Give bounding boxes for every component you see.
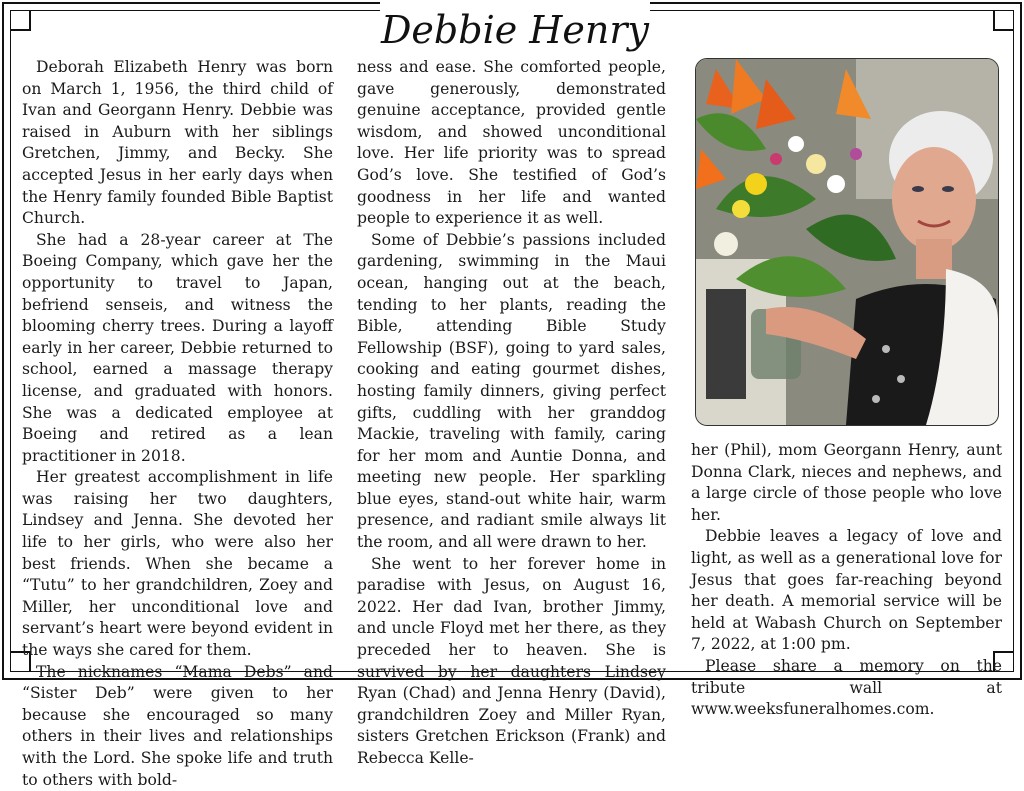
obituary-title: Debbie Henry — [380, 8, 650, 52]
portrait-illustration — [696, 59, 998, 425]
portrait-photo — [695, 58, 999, 426]
paragraph: Debbie leaves a legacy of love and light, as well as a generational love for Jesus that goes far-reaching beyond her death. A memorial service will be held at Wabash Church on September 7, 2022, at 1:00 pm. — [691, 527, 1002, 654]
paragraph: She went to her forever home in paradise with Jesus, on August 16, 2022. Her dad Ivan, brother Jimmy, and uncle Floyd met her there, as they preceded her to heaven. She is survived by her daughters Lindsey Ryan (Chad) and Jenna Henry (David), grandchildren Zoey and Miller Ryan, sisters Gretchen Erickson (Frank) and Rebecca Kelle- — [357, 554, 666, 767]
paragraph: Please share a memory on the tribute wall at www.weeksfuneralhomes.com. — [691, 656, 1002, 719]
corner-ornament — [993, 11, 1013, 31]
paragraph: Her greatest accomplishment in life was raising her two daughters, Lindsey and Jenna. She devoted her life to her girls, who were also her best friends. When she became a “Tutu” to her grandchildren, Zoey and Miller, her unconditional love and servant’s heart were beyond evident in the ways she cared for them. — [22, 468, 333, 660]
text-column-3 — [691, 440, 1002, 721]
corner-ornament — [11, 11, 31, 31]
text-column-1 — [22, 57, 333, 791]
paragraph: ness and ease. She comforted people, gave generously, demonstrated genuine acceptance, provided gentle wisdom, and showed unconditional love. Her life priority was to spread God’s love. She testified of God’s goodness in her life and wanted people to experience it as well. — [357, 58, 666, 228]
paragraph: The nicknames “Mama Debs” and “Sister Deb” were given to her because she encouraged so many others in their lives and relationships with the Lord. She spoke life and truth to others with bold- — [22, 662, 333, 789]
paragraph: her (Phil), mom Georgann Henry, aunt Donna Clark, nieces and nephews, and a large circle of those people who love her. — [691, 441, 1002, 524]
text-column-2 — [357, 57, 666, 770]
paragraph: Some of Debbie’s passions included gardening, swimming in the Maui ocean, hanging out at the beach, tending to her plants, reading the Bible, attending Bible Study Fellowship (BSF), going to yard sales, cooking and eating gourmet dishes, hosting family dinners, giving perfect gifts, cuddling with her granddog Mackie, traveling with family, caring for her mom and Auntie Donna, and meeting new people. Her sparkling blue eyes, stand-out white hair, warm presence, and radiant smile always lit the room, and all were drawn to her. — [357, 230, 666, 552]
paragraph: Deborah Elizabeth Henry was born on March 1, 1956, the third child of Ivan and Georgann Henry. Debbie was raised in Auburn with her siblings Gretchen, Jimmy, and Becky. She accepted Jesus in her early days when the Henry family founded Bible Baptist Church. — [22, 58, 333, 228]
paragraph: She had a 28-year career at The Boeing Company, which gave her the opportunity to travel to Japan, befriend senseis, and witness the blooming cherry trees. During a layoff early in her career, Debbie returned to school, earned a massage therapy license, and graduated with honors. She was a dedicated employee at Boeing and retired as a lean practitioner in 2018. — [22, 230, 333, 465]
